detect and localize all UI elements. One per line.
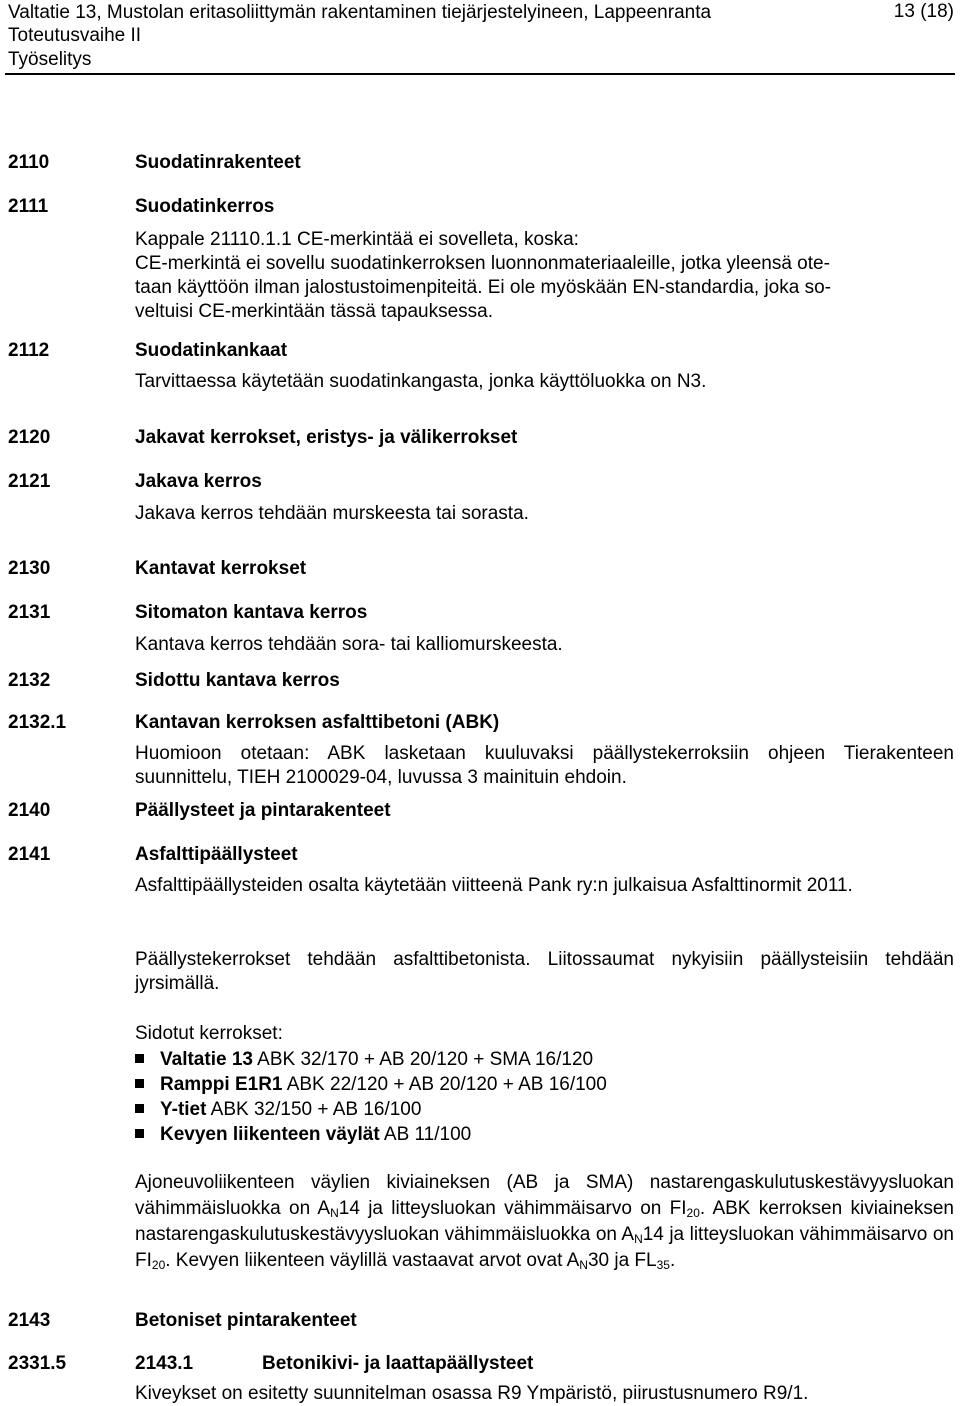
text-run: . Kevyen liikenteen väylillä vastaavat arvot ovat A [165, 1250, 580, 1271]
square-bullet-icon [135, 1079, 144, 1088]
header-doc-type: Työselitys [8, 49, 92, 70]
section-title: Suodatinrakenteet [135, 152, 301, 173]
paragraph: Asfalttipäällysteiden osalta käytetään viitteenä Pank ry:n julkaisua Asfalttinormit 2011. [135, 875, 853, 896]
section-number: 2140 [8, 800, 51, 821]
text-line: Kappale 21110.1.1 CE-merkintää ei sovelleta, koska: [135, 229, 579, 250]
section-number: 2132.1 [8, 712, 67, 733]
section-title: Jakava kerros [135, 471, 262, 492]
text-run: 14 ja litteysluokan vähimmäisarvo on FI [135, 1224, 954, 1271]
list-item-value: AB 11/100 [379, 1124, 472, 1145]
square-bullet-icon [135, 1104, 144, 1113]
section-title: Asfalttipäällysteet [135, 844, 298, 865]
page-number: 13 (18) [893, 1, 954, 22]
list-item-value: ABK 22/120 + AB 20/120 + AB 16/100 [282, 1074, 607, 1095]
section-number: 2110 [8, 152, 50, 173]
text-run: 14 ja litteysluokan vähimmäisarvo on FI [338, 1198, 687, 1219]
paragraph: Kiveykset on esitetty suunnitelman osassa R9 Ympäristö, piirustusnumero R9/1. [135, 1383, 809, 1404]
text-run: 30 ja FL [587, 1250, 657, 1271]
section-number: 2111 [8, 196, 49, 217]
subscript: 20 [686, 1206, 700, 1220]
paragraph: Jakava kerros tehdään murskeesta tai sorasta. [135, 503, 529, 524]
text-run: . [669, 1250, 676, 1271]
paragraph: Päällystekerrokset tehdään asfalttibetonista. Liitossaumat nykyisiin päällysteisiin tehdään jyrsimällä. [135, 949, 954, 994]
text-run: . ABK kerroksen kiviaineksen nastarengaskulutuskestävyysluokan vähimmäisluokka on A [135, 1198, 954, 1245]
section-title: Päällysteet ja pintarakenteet [135, 800, 391, 821]
section-number: 2130 [8, 558, 51, 579]
square-bullet-icon [135, 1129, 144, 1138]
text-line: taan käyttöön ilman jalostustoimenpiteitä. Ei ole myöskään EN-standardia, joka so- [135, 277, 831, 298]
section-title: Suodatinkankaat [135, 340, 288, 361]
subscript: N [634, 1232, 643, 1246]
section-number: 2143 [8, 1310, 51, 1331]
header-title: Valtatie 13, Mustolan eritasoliittymän rakentaminen tiejärjestelyineen, Lappeenranta [8, 2, 712, 23]
section-number: 2131 [8, 602, 51, 623]
paragraph [135, 1170, 954, 1274]
list-item [135, 1072, 607, 1097]
paragraph: Tarvittaessa käytetään suodatinkangasta, jonka käyttöluokka on N3. [135, 371, 707, 392]
list-item-label: Valtatie 13 [160, 1049, 253, 1070]
square-bullet-icon [135, 1054, 144, 1063]
section-number: 2121 [8, 471, 51, 492]
section-title: Kantavan kerroksen asfalttibetoni (ABK) [135, 712, 500, 733]
paragraph: Kantava kerros tehdään sora- tai kalliomurskeesta. [135, 634, 563, 655]
subscript: N [579, 1258, 588, 1272]
section-title: Sidottu kantava kerros [135, 670, 340, 691]
list-item-label: Y-tiet [160, 1099, 207, 1120]
list-item [135, 1047, 593, 1072]
section-title: Suodatinkerros [135, 196, 275, 217]
section-number: 2143.1 [135, 1353, 194, 1374]
list-item [135, 1097, 421, 1122]
reference-number: 2331.5 [8, 1353, 67, 1374]
subscript: 20 [151, 1258, 166, 1272]
text-run: Ajoneuvoliikenteen väylien kiviaineksen (AB ja SMA) nastarengaskulutuskestävyysluokan vähimmäisluokka on A [135, 1172, 954, 1219]
section-title: Kantavat kerrokset [135, 558, 307, 579]
header-divider [5, 73, 955, 75]
subscript: 35 [656, 1258, 670, 1272]
list-item-label: Ramppi E1R1 [160, 1074, 283, 1095]
text-line: veltuisi CE-merkintään tässä tapauksessa. [135, 301, 493, 322]
section-number: 2120 [8, 427, 51, 448]
header-phase: Toteutusvaihe II [8, 25, 142, 46]
section-title: Betonikivi- ja laattapäällysteet [262, 1353, 534, 1374]
section-title: Betoniset pintarakenteet [135, 1310, 357, 1331]
text-line: CE-merkintä ei sovellu suodatinkerroksen luonnonmateriaaleille, jotka yleensä ote- [135, 253, 830, 274]
section-title: Jakavat kerrokset, eristys- ja välikerrokset [135, 427, 518, 448]
list-item [135, 1122, 471, 1147]
list-item-label: Kevyen liikenteen väylät [160, 1124, 380, 1145]
paragraph: Sidotut kerrokset: [135, 1023, 283, 1044]
section-title: Sitomaton kantava kerros [135, 602, 368, 623]
paragraph: Huomioon otetaan: ABK lasketaan kuuluvaksi päällystekerroksiin ohjeen Tierakenteen suunnittelu, TIEH 2100029-04, luvussa 3 mainituin ehdoin. [135, 743, 954, 788]
subscript: N [330, 1206, 339, 1220]
section-number: 2112 [8, 340, 50, 361]
section-number: 2132 [8, 670, 51, 691]
list-item-value: ABK 32/150 + AB 16/100 [206, 1099, 422, 1120]
section-number: 2141 [8, 844, 51, 865]
list-item-value: ABK 32/170 + AB 20/120 + SMA 16/120 [252, 1049, 594, 1070]
paragraph [135, 228, 954, 324]
